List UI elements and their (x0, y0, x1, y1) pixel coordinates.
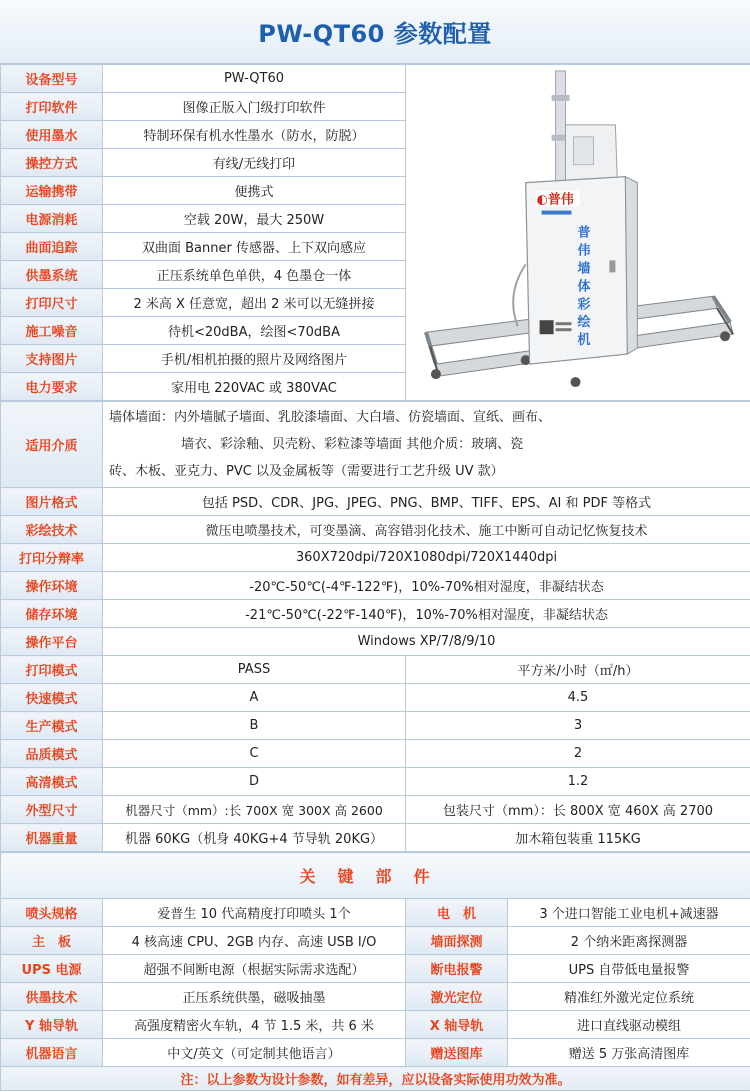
mode-pass: B (103, 712, 406, 740)
components-header (1, 853, 750, 899)
component-label: 断电报警 (406, 955, 508, 983)
media-line-3: 砖、木板、亚克力、PVC 以及金属板等（需要进行工艺升级 UV 款） (109, 464, 504, 479)
components-table (0, 852, 750, 1091)
component-row (1, 1039, 750, 1067)
wall-printer-illustration (406, 65, 750, 400)
svg-text:普: 普 (577, 225, 591, 241)
spec-label: 操控方式 (1, 149, 103, 177)
spec-row (1, 572, 750, 600)
disclaimer-note: 注：以上参数为设计参数，如有差异，应以设备实际使用功效为准。 (1, 1067, 750, 1091)
spec-value: 特制环保有机水性墨水（防水，防脱） (103, 121, 406, 149)
component-label: 主 板 (1, 927, 103, 955)
media-line-2: 墙衣、彩涂釉、贝壳粉、彩粒漆等墙面 其他介质：玻璃、瓷 (181, 437, 524, 452)
component-label: 墙面探测 (406, 927, 508, 955)
spec-value: 正压系统单色单供，4 色墨仓一体 (103, 261, 406, 289)
spec-value: Windows XP/7/8/9/10 (103, 628, 750, 656)
spec-label: 使用墨水 (1, 121, 103, 149)
spec-label: 电源消耗 (1, 205, 103, 233)
weight-label: 机器重量 (1, 824, 103, 852)
spec-value: 家用电 220VAC 或 380VAC (103, 373, 406, 401)
spec-value: 便携式 (103, 177, 406, 205)
spec-label: 施工噪音 (1, 317, 103, 345)
component-value: 中文/英文（可定制其他语言） (103, 1039, 406, 1067)
mode-speed: 1.2 (406, 768, 750, 796)
page-title: PW-QT60 参数配置 (0, 0, 750, 64)
component-label: Y 轴导轨 (1, 1011, 103, 1039)
mode-row (1, 656, 750, 684)
mode-speed: 2 (406, 740, 750, 768)
machine-size: 机器尺寸（mm）:长 700X 宽 300X 高 2600 (103, 796, 406, 824)
mode-label: 打印模式 (1, 656, 103, 684)
mode-pass: C (103, 740, 406, 768)
package-weight: 加木箱包装重 115KG (406, 824, 750, 852)
component-value: 精准红外激光定位系统 (508, 983, 750, 1011)
component-value: UPS 自带低电量报警 (508, 955, 750, 983)
mode-row (1, 712, 750, 740)
spec-value: 微压电喷墨技术，可变墨滴、高容错羽化技术、施工中断可自动记忆恢复技术 (103, 516, 750, 544)
mode-pass: A (103, 684, 406, 712)
spec-table-top (0, 64, 750, 401)
spec-value: 手机/相机拍摄的照片及网络图片 (103, 345, 406, 373)
note-row (1, 1067, 750, 1091)
machine-image (406, 65, 750, 401)
spec-row (1, 628, 750, 656)
component-value: 正压系统供墨，磁吸抽墨 (103, 983, 406, 1011)
spec-value: 包括 PSD、CDR、JPG、JPEG、PNG、BMP、TIFF、EPS、AI 和 PDF 等格式 (103, 488, 750, 516)
spec-label: 支持图片 (1, 345, 103, 373)
spec-label: 曲面追踪 (1, 233, 103, 261)
spec-label: 适用介质 (1, 402, 103, 488)
component-value: 赠送 5 万张高清图库 (508, 1039, 750, 1067)
component-row (1, 927, 750, 955)
spec-value: 待机<20dBA，绘图<70dBA (103, 317, 406, 345)
mode-pass: D (103, 768, 406, 796)
media-value (103, 402, 750, 488)
component-label: 供墨技术 (1, 983, 103, 1011)
component-value: 3 个进口智能工业电机+减速器 (508, 899, 750, 927)
media-row (1, 402, 750, 488)
machine-weight: 机器 60KG（机身 40KG+4 节导轨 20KG） (103, 824, 406, 852)
spec-label: 打印尺寸 (1, 289, 103, 317)
brand-logo: ◐普伟 (536, 192, 574, 208)
spec-value: 双曲面 Banner 传感器、上下双向感应 (103, 233, 406, 261)
component-label: 激光定位 (406, 983, 508, 1011)
component-label: X 轴导轨 (406, 1011, 508, 1039)
spec-label: 设备型号 (1, 65, 103, 93)
spec-label: 图片格式 (1, 488, 103, 516)
spec-value: PW-QT60 (103, 65, 406, 93)
component-value: 爱普生 10 代高精度打印喷头 1个 (103, 899, 406, 927)
component-label: UPS 电源 (1, 955, 103, 983)
svg-text:伟: 伟 (577, 243, 591, 259)
spec-table-middle (0, 401, 750, 852)
mode-speed: 4.5 (406, 684, 750, 712)
svg-text:彩: 彩 (577, 297, 591, 313)
component-value: 高强度精密火车轨，4 节 1.5 米，共 6 米 (103, 1011, 406, 1039)
mode-label: 快速模式 (1, 684, 103, 712)
spec-label: 打印软件 (1, 93, 103, 121)
package-size: 包装尺寸（mm）：长 800X 宽 460X 高 2700 (406, 796, 750, 824)
mode-label: 生产模式 (1, 712, 103, 740)
spec-row (1, 544, 750, 572)
spec-label: 彩绘技术 (1, 516, 103, 544)
component-row (1, 1011, 750, 1039)
component-value: 超强不间断电源（根据实际需求选配） (103, 955, 406, 983)
mode-speed: 平方米/小时（㎡/h） (406, 656, 750, 684)
spec-label: 储存环境 (1, 600, 103, 628)
component-value: 4 核高速 CPU、2GB 内存、高速 USB I/O (103, 927, 406, 955)
spec-row (1, 600, 750, 628)
spec-row (1, 516, 750, 544)
spec-value: 360X720dpi/720X1080dpi/720X1440dpi (103, 544, 750, 572)
media-line-1: 墙体墙面：内外墙腻子墙面、乳胶漆墙面、大白墙、仿瓷墙面、宣纸、画布、 (109, 410, 552, 425)
spec-row (1, 488, 750, 516)
spec-label: 打印分辩率 (1, 544, 103, 572)
spec-value: -20℃-50℃(-4℉-122℉)，10%-70%相对湿度，非凝结状态 (103, 572, 750, 600)
component-value: 进口直线驱动模组 (508, 1011, 750, 1039)
spec-value: -21℃-50℃(-22℉-140℉)，10%-70%相对湿度，非凝结状态 (103, 600, 750, 628)
mode-speed: 3 (406, 712, 750, 740)
size-row (1, 796, 750, 824)
components-title: 关键部件 (1, 853, 750, 899)
mode-row (1, 768, 750, 796)
spec-value: 空载 20W，最大 250W (103, 205, 406, 233)
component-row (1, 983, 750, 1011)
component-row (1, 955, 750, 983)
mode-row (1, 740, 750, 768)
spec-label: 运输携带 (1, 177, 103, 205)
spec-label: 供墨系统 (1, 261, 103, 289)
component-label: 电 机 (406, 899, 508, 927)
svg-text:墙: 墙 (577, 261, 591, 277)
svg-text:体: 体 (577, 279, 591, 295)
spec-label: 电力要求 (1, 373, 103, 401)
spec-value: 图像正版入门级打印软件 (103, 93, 406, 121)
size-label: 外型尺寸 (1, 796, 103, 824)
spec-value: 2 米高 X 任意宽，超出 2 米可以无缝拼接 (103, 289, 406, 317)
mode-pass: PASS (103, 656, 406, 684)
mode-label: 高清模式 (1, 768, 103, 796)
spec-label: 操作环境 (1, 572, 103, 600)
mode-row (1, 684, 750, 712)
component-row (1, 899, 750, 927)
mode-label: 品质模式 (1, 740, 103, 768)
component-label: 喷头规格 (1, 899, 103, 927)
weight-row (1, 824, 750, 852)
component-value: 2 个纳米距离探测器 (508, 927, 750, 955)
svg-text:绘: 绘 (577, 315, 591, 331)
spec-row (1, 65, 750, 93)
component-label: 赠送图库 (406, 1039, 508, 1067)
spec-label: 操作平台 (1, 628, 103, 656)
svg-text:机: 机 (577, 333, 591, 349)
spec-value: 有线/无线打印 (103, 149, 406, 177)
component-label: 机器语言 (1, 1039, 103, 1067)
